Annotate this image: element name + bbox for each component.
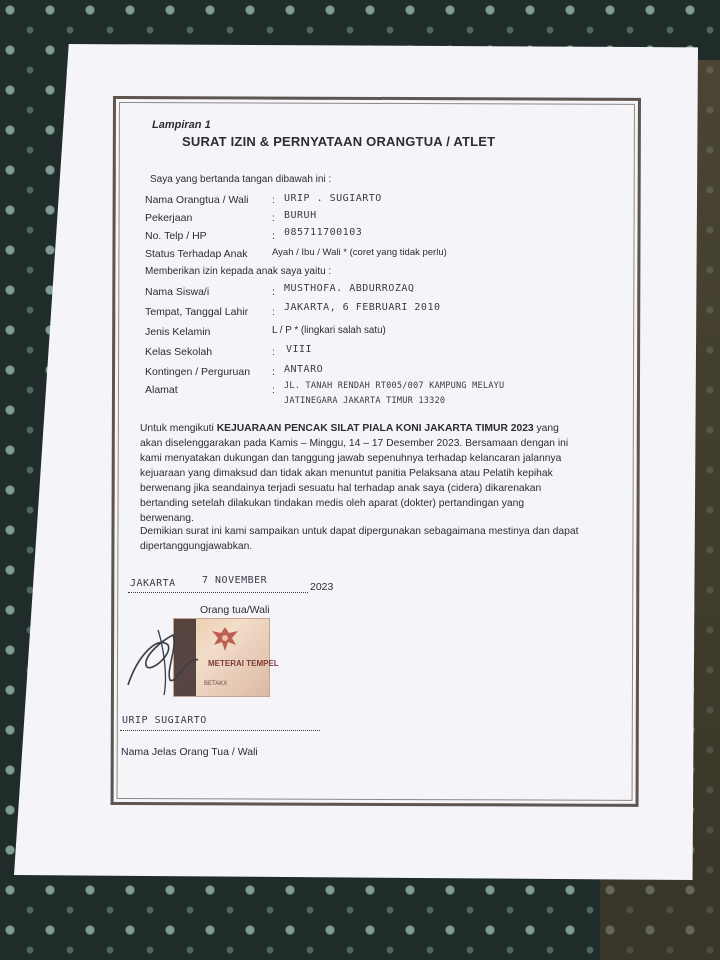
grant-text: Memberikan izin kepada anak saya yaitu : (145, 266, 332, 277)
signature-scribble (118, 615, 278, 705)
colon: : (272, 230, 275, 242)
colon: : (272, 346, 275, 358)
date-line (128, 592, 308, 593)
class-value: VIII (286, 344, 313, 355)
signer-role: Orang tua/Wali (200, 604, 270, 616)
job-label: Pekerjaan (145, 212, 193, 224)
parent-name-value: URIP . SUGIARTO (284, 193, 382, 204)
student-name-label: Nama Siswa/i (145, 286, 210, 298)
signer-name: URIP SUGIARTO (122, 715, 207, 726)
colon: : (272, 194, 275, 206)
address-label: Alamat (145, 384, 178, 396)
class-label: Kelas Sekolah (145, 346, 213, 358)
date-place: JAKARTA (130, 578, 176, 589)
gender-value: L / P * (lingkari salah satu) (272, 325, 386, 336)
colon: : (272, 286, 275, 298)
colon: : (272, 306, 275, 318)
stamp-label: METERAI TEMPEL (208, 659, 279, 668)
contingent-label: Kontingen / Perguruan (145, 366, 251, 378)
colon: : (272, 212, 275, 224)
statement-paragraph: Untuk mengikuti KEJUARAAN PENCAK SILAT PIALA KONI JAKARTA TIMUR 2023 yang akan diselenggarakan pada Kamis – Minggu, 14 – 17 Desember 2023. Bersamaan dengan ini kami menyatakan dukungan dan tanggung jawab sepenuhnya terhadap kelancaran jalannya kejuaraan yang dimaksud dan tidak akan menuntut panitia Pelaksana atau Pelatih kepihak berwenang jika seandainya terjadi sesuatu hal terhadap anak saya (cidera) dikarenakan bertanding setelah dilakukan tindakan medis oleh aparat (dokter) pertandingan yang berwenang. (140, 423, 569, 524)
intro-text: Saya yang bertanda tangan dibawah ini : (150, 174, 332, 185)
address-line-1: JL. TANAH RENDAH RT005/007 KAMPUNG MELAYU (284, 381, 505, 391)
job-value: BURUH (284, 210, 317, 221)
status-value: Ayah / Ibu / Wali * (coret yang tidak perlu) (272, 247, 447, 258)
contingent-value: ANTARO (284, 364, 324, 375)
birth-value: JAKARTA, 6 FEBRUARI 2010 (284, 302, 441, 313)
signer-caption: Nama Jelas Orang Tua / Wali (121, 746, 258, 758)
gender-label: Jenis Kelamin (145, 326, 211, 338)
colon: : (272, 384, 275, 396)
appendix-label: Lampiran 1 (152, 119, 211, 131)
colon: : (272, 366, 275, 378)
birth-label: Tempat, Tanggal Lahir (145, 306, 249, 318)
address-line-2: JATINEGARA JAKARTA TIMUR 13320 (284, 396, 446, 406)
parent-name-label: Nama Orangtua / Wali (145, 194, 249, 206)
closing-paragraph: Demikian surat ini kami sampaikan untuk dapat dipergunakan sebagaimana mestinya dan dapat dipertanggungjawabkan. (140, 526, 579, 552)
stamp-code: BETAKX (204, 681, 228, 687)
date-day: 7 NOVEMBER (202, 575, 268, 586)
event-name: KEJUARAAN PENCAK SILAT PIALA KONI JAKARTA TIMUR 2023 (216, 423, 534, 434)
signer-name-line (120, 730, 320, 731)
phone-label: No. Telp / HP (145, 230, 207, 242)
phone-value: 085711700103 (284, 227, 363, 238)
status-label: Status Terhadap Anak (145, 248, 248, 260)
student-name-value: MUSTHOFA. ABDURROZAQ (284, 283, 415, 294)
document-title: SURAT IZIN & PERNYATAAN ORANGTUA / ATLET (182, 134, 496, 149)
date-year: 2023 (310, 581, 334, 593)
